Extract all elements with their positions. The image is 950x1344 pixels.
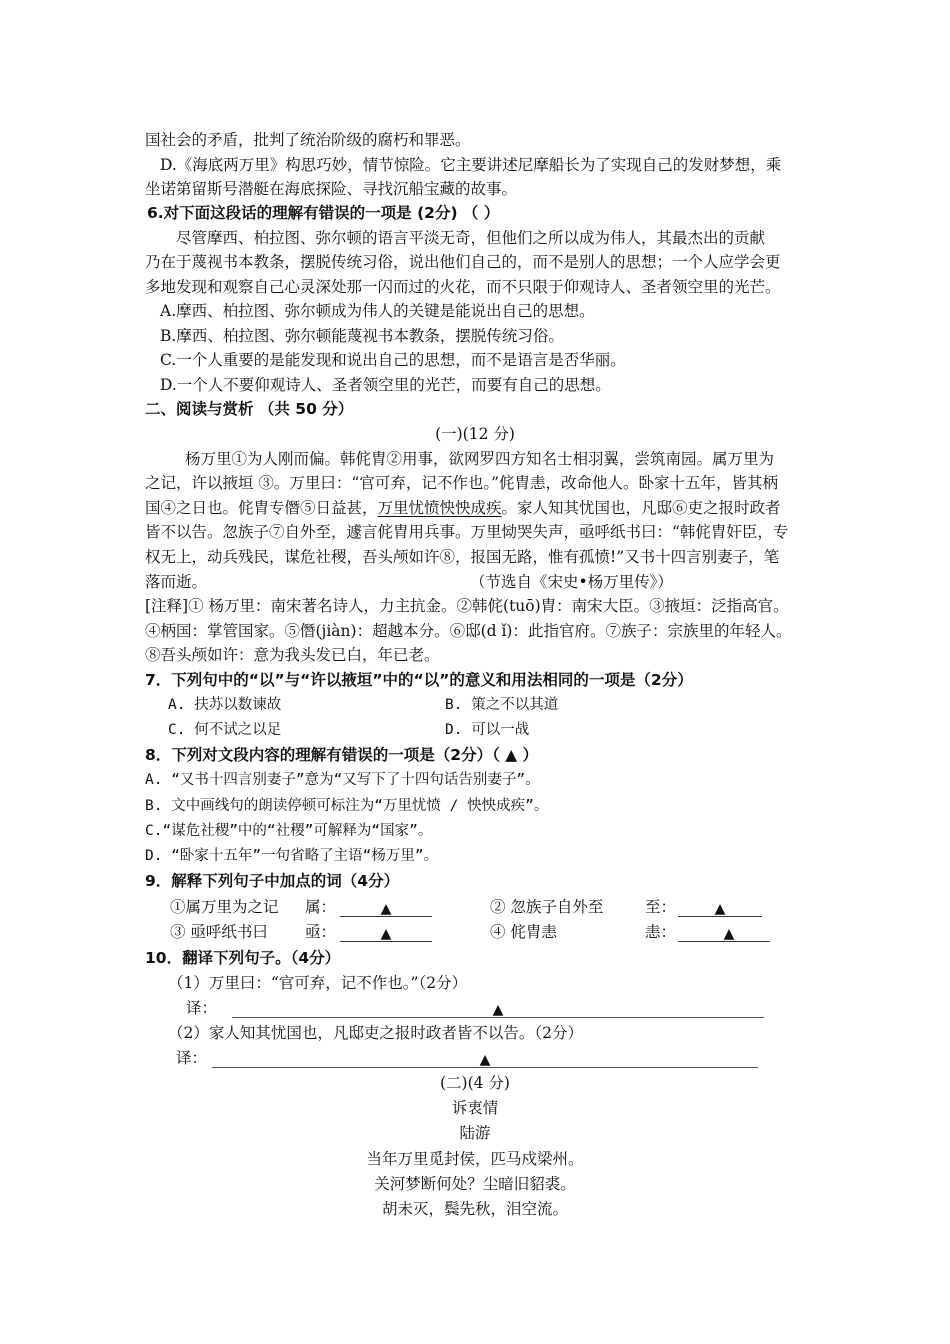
option-a: A. 扶苏以数谏故 — [168, 697, 282, 713]
q9-item-1: ①属万里为之记 — [170, 898, 279, 916]
classical-text-line: 之记，许以掖垣 ③。万里曰：“官可弃，记不作也。”侂胄恚，改命他人。卧家十五年，皆其柄 — [145, 474, 779, 492]
option-d: D.一个人不要仰观诗人、圣者领空里的光芒，而要有自己的思想。 — [160, 376, 611, 394]
option-a: A. “又书十四言别妻子”意为“又写下了十四句话告别妻子”。 — [145, 772, 540, 788]
translate-label: 译： — [186, 999, 218, 1017]
classical-text-line — [145, 498, 781, 518]
classical-text-line: 落而逝。 — [145, 573, 208, 591]
triangle-marker-icon: ▲ — [723, 926, 735, 942]
translation-answer-line[interactable] — [212, 1048, 758, 1068]
question-9: 9．解释下列句子中加点的词（4分） — [145, 872, 400, 890]
text-segment: 国④之日也。侂胄专僭⑤日益甚， — [145, 499, 378, 517]
q10-item-1: （1）万里曰：“官可弃，记不作也。”（2分） — [168, 974, 468, 992]
annotation-line: ④柄国：掌管国家。⑤僭(jiàn)：超越本分。⑥邸(d ǐ)：此指官府。⑦族子：宗族里的年轻人。 — [145, 622, 792, 640]
classical-text-line: 杨万里①为人刚而偏。韩侂胄②用事，欲网罗四方知名士相羽翼，尝筑南园。属万里为 — [185, 450, 775, 468]
triangle-marker-icon: ▲ — [492, 1002, 504, 1018]
option-d: D. 可以一战 — [445, 722, 530, 738]
option-b: B. 策之不以其道 — [445, 697, 559, 713]
part-heading: (一)(12 分) — [435, 425, 515, 443]
q10-item-2: （2）家人知其忧国也，凡邸吏之报时政者皆不以告。（2分） — [168, 1024, 583, 1042]
text-line: 坐诺第留斯号潜艇在海底探险、寻找沉船宝藏的故事。 — [145, 180, 518, 198]
option-b: B. 文中画线句的朗读停顿可标注为“万里忧愤 / 怏怏成疾”。 — [145, 798, 549, 814]
triangle-marker-icon: ▲ — [479, 1052, 491, 1068]
classical-text-line: 权无上，动兵残民，谋危社稷，吾头颅如许⑧，报国无路，惟有孤愤!”又书十四言别妻子，笔 — [145, 548, 780, 566]
poem-line: 当年万里觅封侯，匹马戍梁州。 — [366, 1150, 584, 1168]
source-citation: （节选自《宋史•杨万里传》） — [470, 573, 673, 591]
poem-title: 诉衷情 — [451, 1099, 499, 1117]
triangle-marker-icon: ▲ — [380, 901, 392, 917]
q9-key-3: 亟： — [305, 923, 337, 941]
q9-item-2: ② 忽族子自外至 — [490, 898, 604, 916]
q9-key-4: 恚： — [645, 923, 677, 941]
q9-item-4: ④ 侂胄恚 — [490, 923, 557, 941]
poem-line: 关河梦断何处？尘暗旧貂裘。 — [374, 1175, 576, 1193]
translation-answer-line[interactable] — [232, 998, 764, 1018]
passage-line: 乃在于蔑视书本教条，摆脱传统习俗，说出他们自己的，而不是别人的思想；一个人应学会更 — [145, 253, 781, 271]
answer-blank[interactable] — [678, 922, 770, 942]
text-line: 国社会的矛盾，批判了统治阶级的腐朽和罪恶。 — [145, 131, 471, 149]
annotation-line: [注释]① 杨万里：南宋著名诗人，力主抗金。②韩侂(tuō)胄：南宋大臣。③掖垣：泛指高官。 — [145, 597, 789, 615]
part-heading: (二)(4 分) — [440, 1074, 510, 1092]
triangle-marker-icon: ▲ — [380, 926, 392, 942]
option-b: B.摩西、柏拉图、弥尔顿能蔑视书本教条，摆脱传统习俗。 — [160, 327, 564, 345]
passage-line: 多地发现和观察自己心灵深处那一闪而过的火花，而不只限于仰观诗人、圣者领空里的光芒。 — [145, 278, 781, 296]
question-10: 10．翻译下列句子。（4分） — [145, 949, 341, 967]
classical-text-line: 皆不以告。忽族子⑦自外至，遽言侂胄用兵事。万里恸哭失声，亟呼纸书曰：“韩侂胄奸臣，专 — [145, 523, 789, 541]
passage-line: 尽管摩西、柏拉图、弥尔顿的语言平淡无奇，但他们之所以成为伟人，其最杰出的贡献 — [176, 229, 766, 247]
section-heading: 二、阅读与赏析 （共 50 分） — [145, 400, 354, 418]
q9-key-1: 属： — [305, 898, 337, 916]
option-d: D. “卧家十五年”一句省略了主语“杨万里”。 — [145, 848, 439, 864]
underlined-sentence: 万里忧愤怏怏成疾 — [377, 499, 502, 517]
question-6: 6.对下面这段话的理解有错误的一项是 (2分) （ ） — [147, 204, 500, 222]
poem-line: 胡未灭，鬓先秋，泪空流。 — [381, 1200, 568, 1218]
option-c: C. 何不试之以足 — [168, 722, 282, 738]
answer-blank[interactable] — [678, 897, 762, 917]
answer-blank[interactable] — [340, 897, 432, 917]
option-d: D.《海底两万里》构思巧妙，情节惊险。它主要讲述尼摩船长为了实现自己的发财梦想，乘 — [160, 156, 782, 174]
option-c: C.一个人重要的是能发现和说出自己的思想，而不是语言是否华丽。 — [160, 351, 626, 369]
triangle-marker-icon: ▲ — [714, 901, 726, 917]
question-8: 8．下列对文段内容的理解有错误的一项是（2分）（ ▲ ） — [145, 746, 539, 764]
answer-blank[interactable] — [340, 922, 432, 942]
text-segment: 。家人知其忧国也，凡邸⑥吏之报时政者 — [501, 499, 781, 517]
translate-label: 译： — [176, 1049, 208, 1067]
poem-author: 陆游 — [459, 1124, 491, 1142]
q9-key-2: 至： — [645, 898, 677, 916]
option-a: A.摩西、柏拉图、弥尔顿成为伟人的关键是能说出自己的思想。 — [160, 302, 595, 320]
option-c: C.“谋危社稷”中的“社稷”可解释为“国家”。 — [145, 823, 433, 839]
annotation-line: ⑧吾头颅如许：意为我头发已白，年已老。 — [145, 646, 440, 664]
question-7: 7．下列句中的“以”与“许以掖垣”中的“以”的意义和用法相同的一项是（2分） — [145, 671, 693, 689]
q9-item-3: ③ 亟呼纸书曰 — [170, 923, 268, 941]
